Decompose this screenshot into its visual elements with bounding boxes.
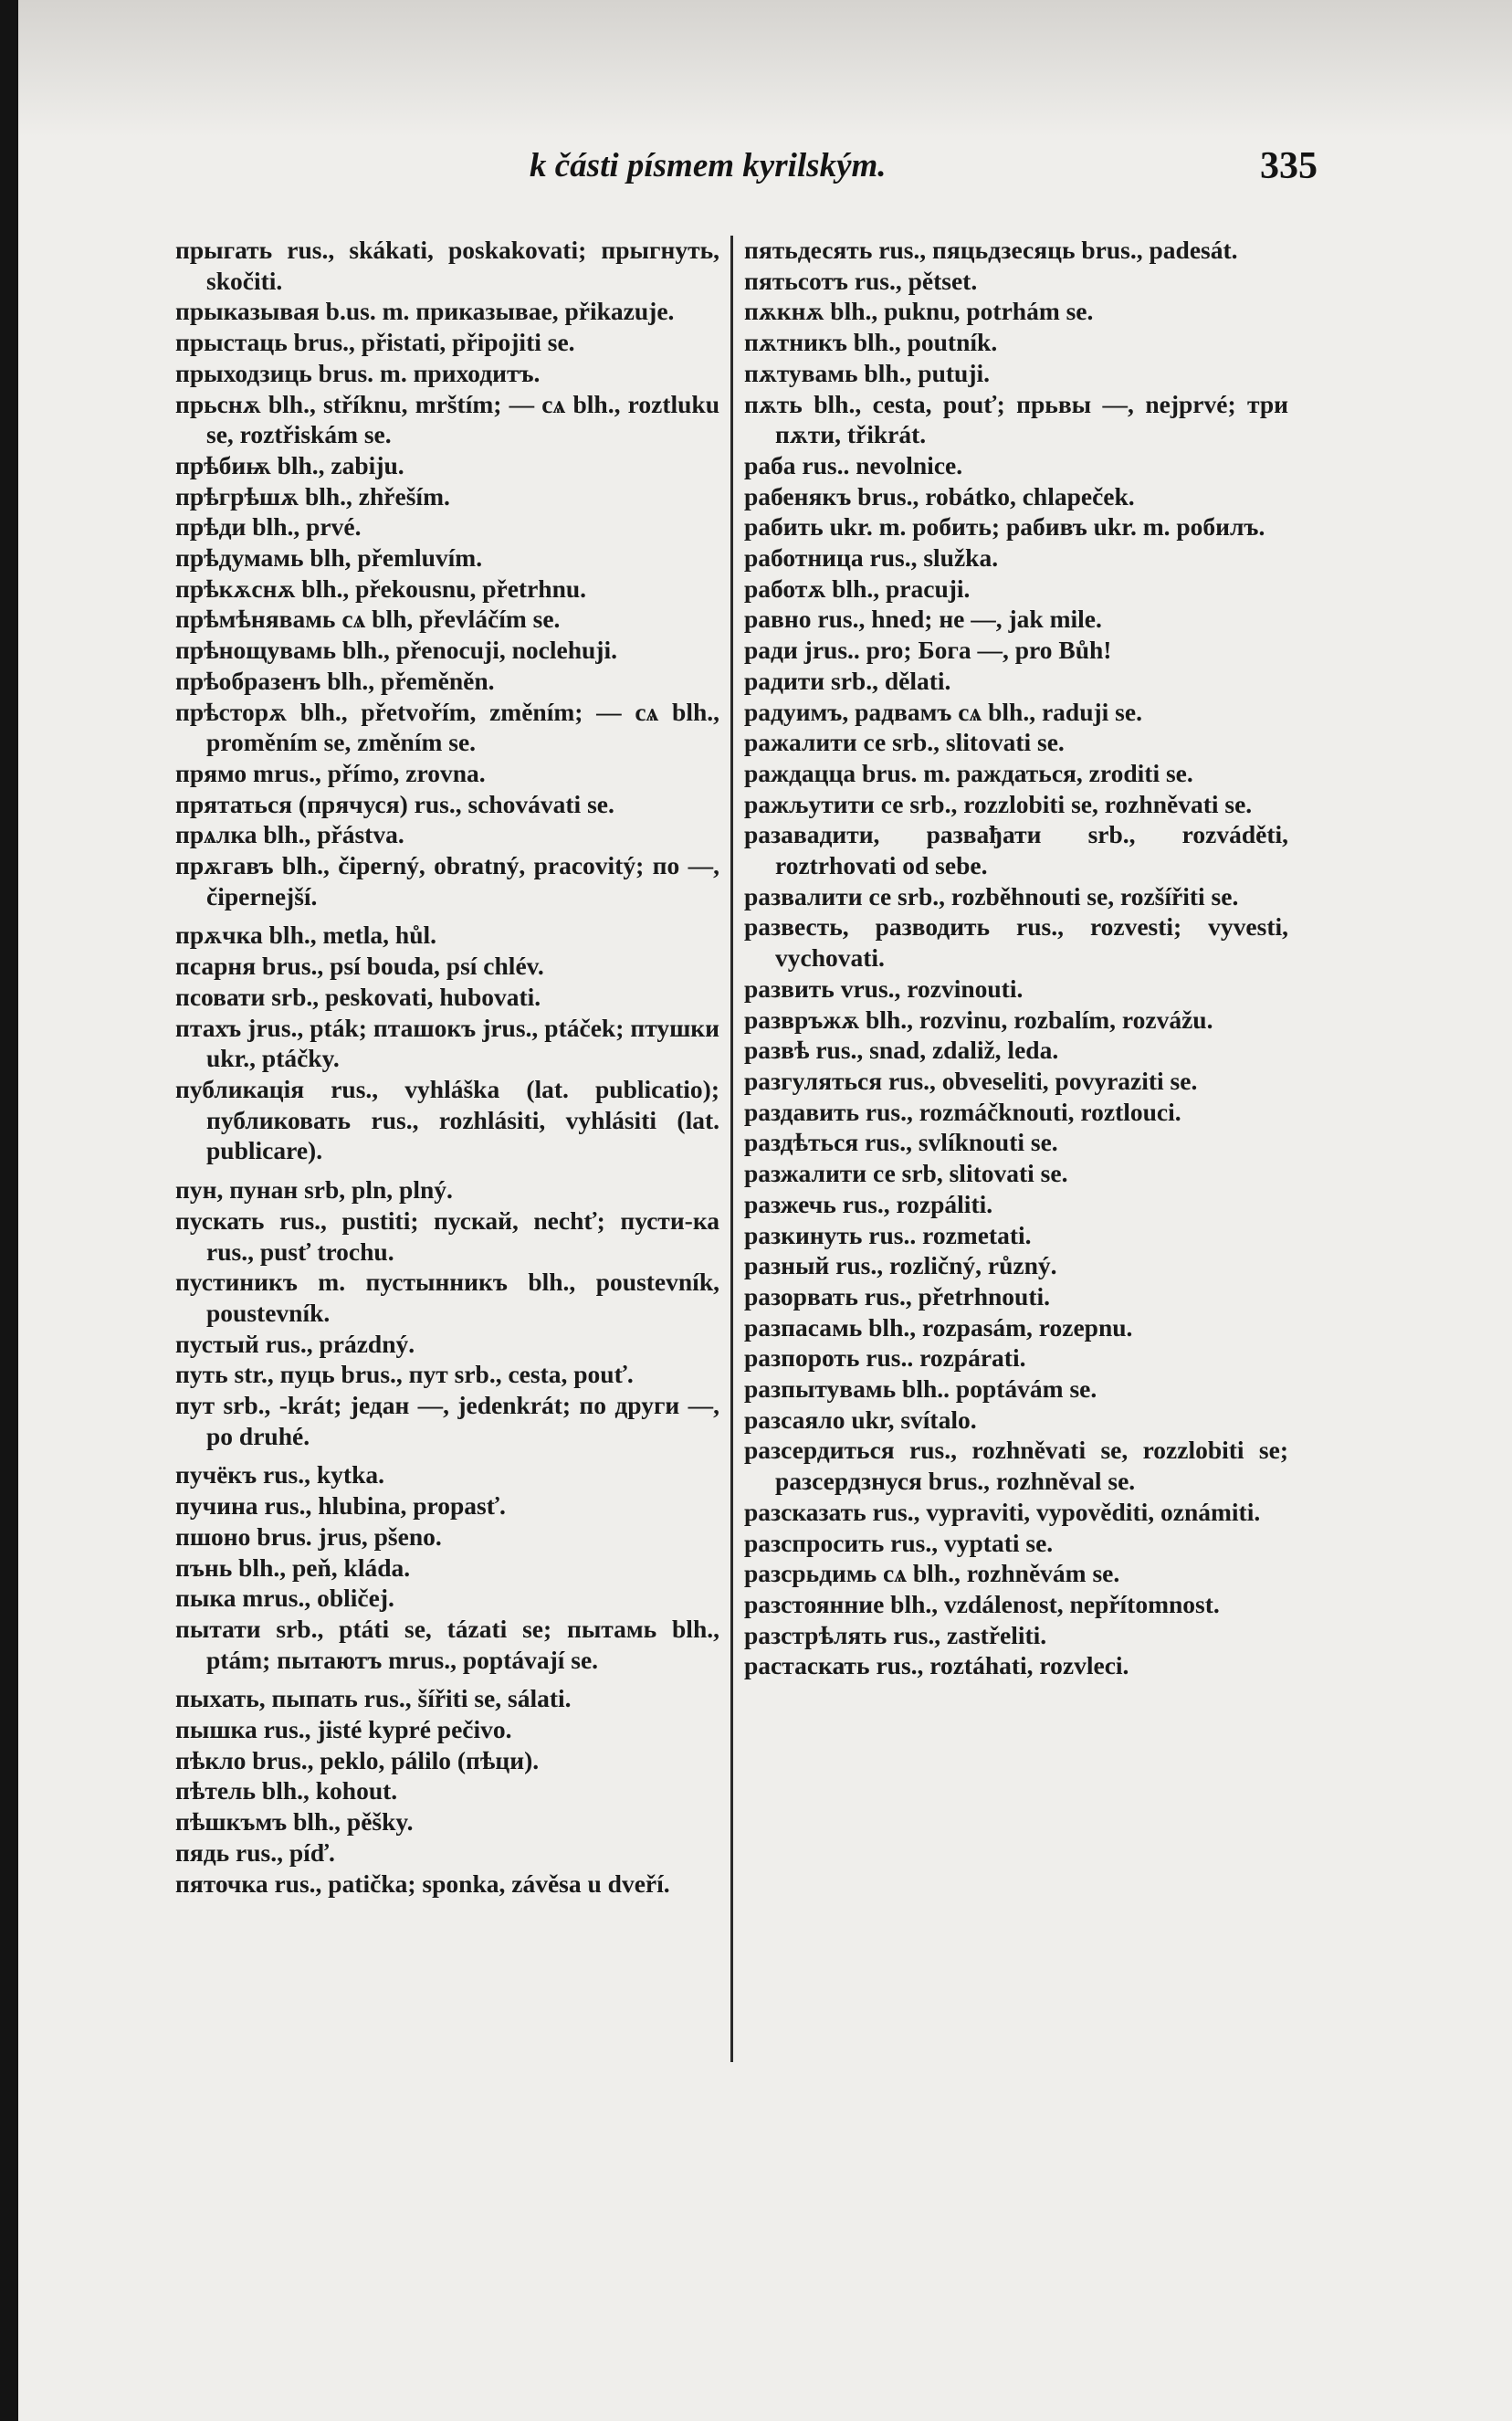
dictionary-entry: разсаяло ukr, svítalo.	[744, 1405, 977, 1434]
dictionary-entry: разорвать rus., přetrhnouti.	[744, 1281, 1050, 1310]
dictionary-entry: растаскать rus., roztáhati, rozvleci.	[744, 1651, 1129, 1680]
left-column	[175, 235, 719, 1899]
dictionary-entry: ражалити се srb., slitovati se.	[744, 728, 1065, 757]
dictionary-entry: прѫчка blh., metla, hůl.	[175, 921, 437, 950]
dictionary-entry: разжалити се srb, slitovati se.	[744, 1159, 1068, 1188]
dictionary-entry: разкинуть rus.. rozmetati.	[744, 1220, 1032, 1249]
dictionary-entry: публикація rus., vyhláška (lat. publicatio); публиковать rus., rozhlásiti, vyhlásiti (lat. publicare).	[175, 1074, 719, 1165]
dictionary-entry: прьснѫ blh., stříknu, mrštím; — сѧ blh., roztluku se, roztřiskám se.	[175, 389, 719, 449]
dictionary-entry: разстрѣлять rus., zastřeliti.	[744, 1620, 1047, 1649]
dictionary-entry: пустый rus., prázdný.	[175, 1329, 415, 1358]
dictionary-entry: разавадити, развађати srb., rozváděti, roztrhovati od sebe.	[744, 820, 1288, 880]
page-header	[18, 146, 1512, 192]
dictionary-entry: разпытувамь blh.. poptávám se.	[744, 1374, 1097, 1404]
dictionary-entry: пускать rus., pustiti; пускай, nechť; пусти-ка rus., pusť trochu.	[175, 1205, 719, 1266]
dictionary-entry: разный rus., rozličný, různý.	[744, 1251, 1057, 1280]
book-page	[18, 0, 1512, 2421]
dictionary-entry: разспросить rus., vyptati se.	[744, 1528, 1054, 1557]
dictionary-entry: пут srb., -krát; један —, jedenkrát; по други —, po druhé.	[175, 1391, 719, 1450]
dictionary-entry: раздѣться rus., svlíknouti se.	[744, 1128, 1058, 1157]
dictionary-entry: пышка rus., jisté kypré pečivo.	[175, 1715, 512, 1744]
dictionary-entry: прѣнощувамь blh., přenocuji, noclehuji.	[175, 636, 617, 665]
dictionary-entry: ради jrus.. pro; Бога —, pro Bůh!	[744, 636, 1112, 665]
dictionary-entry: пучёкъ rus., kytka.	[175, 1460, 385, 1489]
dictionary-entry: прѧлка blh., přástva.	[175, 820, 404, 849]
dictionary-entry: раба rus.. nevolnice.	[744, 450, 963, 479]
dictionary-entry: пустиникъ m. пустынникъ blh., poustevník, poustevník.	[175, 1268, 719, 1327]
dictionary-entry: прыходзиць brus. m. приходитъ.	[175, 358, 541, 387]
dictionary-entry: пыхать, пыпать rus., šířiti se, sálati.	[175, 1684, 572, 1713]
dictionary-entry: развалити се srb., rozběhnouti se, rozšířiti se.	[744, 881, 1239, 911]
dictionary-entry: прѣкѫснѫ blh., překousnu, přetrhnu.	[175, 574, 587, 603]
dictionary-entry: путь str., пуць brus., пут srb., cesta, pouť.	[175, 1360, 634, 1389]
dictionary-entry: пънь blh., peň, kláda.	[175, 1553, 411, 1582]
dictionary-entry: развѣ rus., snad, zdaliž, leda.	[744, 1036, 1059, 1065]
dictionary-entry: птахъ jrus., pták; пташокъ jrus., ptáček; птушки ukr., ptáčky.	[175, 1013, 719, 1073]
running-title: k části písmem kyrilským.	[530, 147, 887, 184]
dictionary-entry: пучина rus., hlubina, propasť.	[175, 1491, 506, 1521]
dictionary-entry: прѣобразенъ blh., přeměněn.	[175, 666, 495, 695]
dictionary-entry: раздавить rus., rozmáčknouti, roztlouci.	[744, 1097, 1181, 1126]
dictionary-entry: разжечь rus., rozpáliti.	[744, 1189, 993, 1218]
dictionary-entry: прямо mrus., přímo, zrovna.	[175, 758, 486, 787]
dictionary-entry: пѣкло brus., peklo, pálilo (пѣци).	[175, 1745, 540, 1774]
dictionary-entry: прѣсторѫ blh., přetvořím, změním; — сѧ blh., proměním se, změním se.	[175, 697, 719, 757]
dictionary-entry: пытати srb., ptáti se, tázati se; пытамь blh., ptám; пытаютъ mrus., poptávají se.	[175, 1614, 719, 1674]
dictionary-entry: разпасамь blh., rozpasám, rozepnu.	[744, 1312, 1133, 1342]
dictionary-entry: развить vrus., rozvinouti.	[744, 974, 1024, 1003]
dictionary-entry: пѫкнѫ blh., puknu, potrhám se.	[744, 297, 1094, 326]
dictionary-entry: прѣди blh., prvé.	[175, 512, 362, 542]
dictionary-entry: псовати srb., peskovati, hubovati.	[175, 982, 541, 1011]
dictionary-entry: рабенякъ brus., robátko, chlapeček.	[744, 481, 1135, 511]
dictionary-entry: прыказывая b.us. m. приказывае, přikazuje.	[175, 297, 675, 326]
dictionary-entry: пѫть blh., cesta, pouť; прьвы —, nejprvé; три пѫти, třikrát.	[744, 389, 1288, 449]
dictionary-entry: разсердиться rus., rozhněvati se, rozzlobiti se; разсердзнуся brus., rozhněval se.	[744, 1436, 1288, 1496]
dictionary-entry: пѫтувамь blh., putuji.	[744, 358, 990, 387]
dictionary-entry: пыка mrus., obličej.	[175, 1584, 394, 1613]
dictionary-entry: пятьсотъ rus., pětset.	[744, 266, 978, 295]
dictionary-entry: пѣшкъмъ blh., pěšky.	[175, 1807, 414, 1837]
dictionary-entry: рабить ukr. m. робить; рабивъ ukr. m. робилъ.	[744, 512, 1265, 542]
dictionary-entry: работѫ blh., pracuji.	[744, 574, 971, 603]
dictionary-entry: разгуляться rus., obveseliti, povyraziti se.	[744, 1066, 1198, 1095]
dictionary-entry: ражљутити се srb., rozzlobiti se, rozhněvati se.	[744, 789, 1253, 818]
dictionary-entry: псарня brus., psí bouda, psí chlév.	[175, 952, 544, 981]
dictionary-entry: пшоно brus. jrus, pšeno.	[175, 1521, 442, 1551]
dictionary-entry: прыгать rus., skákati, poskakovati; прыгнуть, skočiti.	[175, 236, 719, 295]
dictionary-entry: пѫтникъ blh., poutník.	[744, 328, 998, 357]
dictionary-entry: равно rus., hned; не —, jak mile.	[744, 605, 1102, 634]
dictionary-entry: радити srb., dělati.	[744, 666, 951, 695]
dictionary-entry: развесть, разводить rus., rozvesti; vyvesti, vychovati.	[744, 912, 1288, 973]
dictionary-entry: пядь rus., píď.	[175, 1837, 335, 1867]
page-number: 335	[1260, 145, 1318, 187]
dictionary-entry: прѣбиѭ blh., zabiju.	[175, 450, 404, 479]
dictionary-entry: прятаться (прячуся) rus., schovávati se.	[175, 789, 614, 818]
dictionary-entry: пѣтель blh., kohout.	[175, 1776, 398, 1805]
dictionary-entry: радуимъ, радвамъ сѧ blh., raduji se.	[744, 697, 1142, 726]
dictionary-entry: пун, пунан srb, pln, plný.	[175, 1175, 453, 1205]
dictionary-entry: пяточка rus., patička; sponka, závěsa u dveří.	[175, 1868, 670, 1898]
dictionary-entry: разсрьдимь сѧ blh., rozhněvám se.	[744, 1559, 1120, 1588]
column-divider	[730, 236, 733, 2062]
dictionary-entry: прыстаць brus., přistati, připojiti se.	[175, 328, 575, 357]
dictionary-entry: прѣмѣнявамь сѧ blh, převláčím se.	[175, 605, 561, 634]
dictionary-entry: прѣгрѣшѫ blh., zhřeším.	[175, 481, 450, 511]
right-column	[744, 235, 1288, 1681]
dictionary-entry: разпороть rus.. rozpárati.	[744, 1343, 1026, 1373]
dictionary-entry: работница rus., služka.	[744, 543, 999, 573]
dictionary-entry: прѫгавъ blh., čiperný, obratný, pracovitý; по —, čipernejší.	[175, 851, 719, 911]
dictionary-entry: разстоянние blh., vzdálenost, nepřítomnost.	[744, 1589, 1220, 1618]
dictionary-entry: прѣдумамь blh, přemluvím.	[175, 543, 483, 573]
dictionary-entry: пятьдесять rus., пяцьдзесяць brus., padesát.	[744, 236, 1238, 264]
dictionary-entry: разсказать rus., vypraviti, vypověditi, oznámiti.	[744, 1497, 1261, 1526]
dictionary-entry: раждацца brus. m. раждаться, zroditi se.	[744, 758, 1193, 787]
dictionary-entry: развръжѫ blh., rozvinu, rozbalím, rozvážu.	[744, 1005, 1213, 1034]
